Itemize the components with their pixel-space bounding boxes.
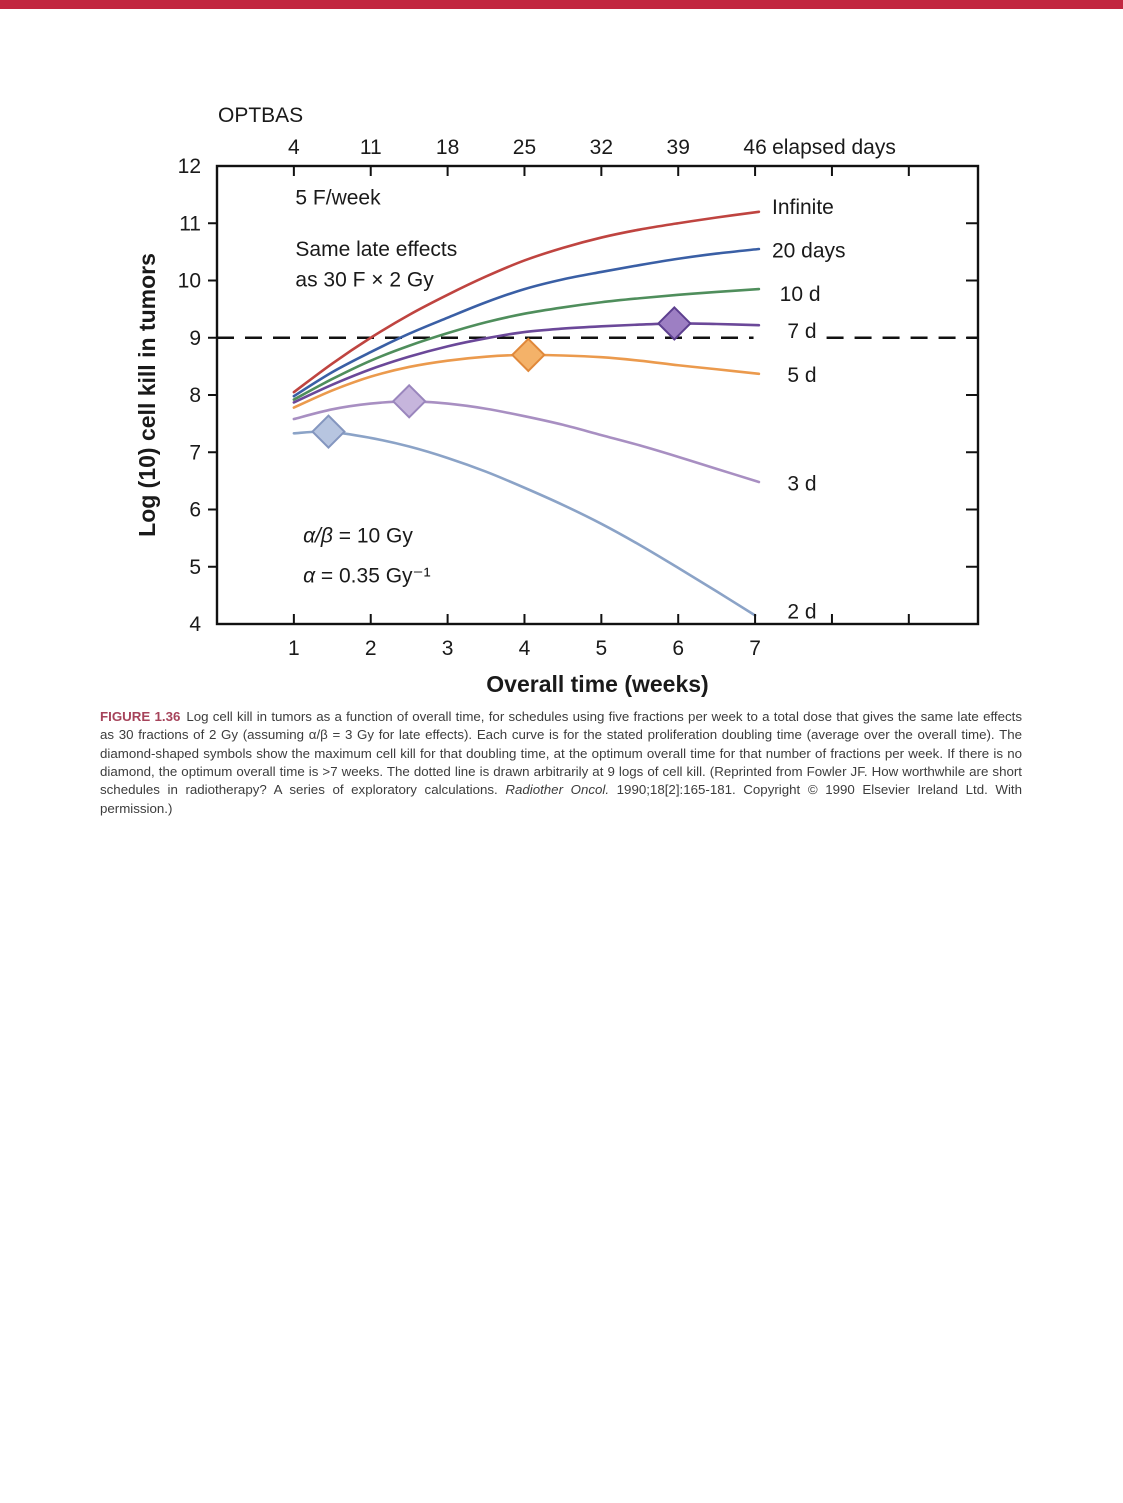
- plot-annotation: [303, 524, 413, 547]
- annotation-text-part: α/β: [303, 524, 333, 548]
- annotation-text-part: = 0.35 Gy⁻¹: [315, 564, 431, 588]
- diamond-marker-2-d: [312, 416, 344, 448]
- chart-canvas: [0, 4, 1123, 714]
- top-axis-tick-label: 18: [435, 136, 460, 159]
- top-axis-suffix-label: elapsed days: [772, 136, 896, 159]
- x-tick-label: 1: [288, 637, 300, 660]
- series-label-2-d: 2 d: [787, 600, 817, 624]
- annotation-text-part: = 10 Gy: [332, 524, 413, 548]
- x-axis-title: Overall time (weeks): [486, 671, 709, 697]
- series-label-3-d: 3 d: [787, 472, 817, 496]
- y-tick-label: 11: [179, 212, 201, 236]
- y-tick-label: 12: [177, 155, 201, 178]
- y-tick-label: 9: [189, 326, 201, 350]
- annotation-text-part: Same late effects: [295, 238, 458, 262]
- diamond-marker-7-d: [658, 307, 690, 339]
- diamond-marker-5-d: [512, 339, 544, 371]
- plot-annotation: [295, 268, 434, 291]
- x-tick-label: 7: [749, 637, 761, 660]
- x-tick-label: 3: [441, 637, 454, 660]
- diamond-marker-3-d: [393, 385, 425, 417]
- top-axis-tick-label: 46: [743, 136, 767, 159]
- plot-annotation: [295, 186, 381, 209]
- y-tick-label: 5: [189, 555, 201, 579]
- x-tick-label: 2: [364, 637, 377, 660]
- chart-svg: [0, 4, 1123, 714]
- top-axis-tick-label: 11: [359, 136, 382, 159]
- y-tick-label: 10: [177, 269, 201, 293]
- series-line-3-d: [294, 401, 759, 482]
- x-tick-label: 4: [518, 637, 531, 660]
- y-axis-title: Log (10) cell kill in tumors: [134, 253, 160, 537]
- series-label-7-d: 7 d: [787, 319, 817, 343]
- figure-caption-journal: Radiother Oncol.: [505, 782, 610, 798]
- y-tick-label: 7: [189, 441, 201, 465]
- series-label-infinite: Infinite: [771, 196, 834, 220]
- x-tick-label: 6: [672, 637, 685, 660]
- top-axis-tick-label: 39: [666, 136, 690, 159]
- annotation-text-part: as 30 F × 2 Gy: [295, 268, 434, 292]
- figure-caption-label: FIGURE 1.36: [100, 709, 181, 724]
- y-tick-label: 8: [189, 384, 201, 407]
- figure-caption: [100, 708, 1022, 818]
- figure-caption-text-tail: 1990;18[2]:165-181. Copyright © 1990 Elsevier Ireland Ltd. With permission.): [100, 782, 1022, 816]
- series-label-5-d: 5 d: [787, 363, 817, 387]
- plot-border: [217, 166, 978, 624]
- x-tick-label: 5: [595, 637, 608, 660]
- top-axis-tick-label: 25: [512, 136, 537, 159]
- top-axis-tick-label: 32: [589, 136, 614, 159]
- plot-annotation: [295, 238, 457, 261]
- series-label-10-d: 10 d: [779, 283, 821, 307]
- top-axis-tick-label: 4: [288, 136, 300, 159]
- y-tick-label: 6: [189, 498, 201, 522]
- y-tick-label: 4: [189, 613, 201, 636]
- annotation-text-part: 5 F/week: [295, 186, 381, 210]
- figure-caption-text: Log cell kill in tumors as a function of overall time, for schedules using five fractions per week to a total dose that gives the same late effects as 30 fractions of 2 Gy (assuming α/β = 3 Gy for late effects). Each curve is for the stated proliferation doubling time (average over the overall time). The diamond-shaped symbols show the maximum cell kill for that doubling time, at the optimum overall time for that number of fractions per week. If there is no diamond, the optimum overall time is >7 weeks. The dotted line is drawn arbitrarily at 9 logs of cell kill. (Reprinted from Fowler JF. How worthwhile are short schedules in radiotherapy? A series of exploratory calculations.: [100, 709, 1022, 798]
- top-axis-title: OPTBAS: [218, 104, 304, 127]
- series-label-20-days: 20 days: [771, 239, 846, 263]
- plot-annotation: [303, 564, 431, 587]
- annotation-text-part: α: [303, 564, 316, 588]
